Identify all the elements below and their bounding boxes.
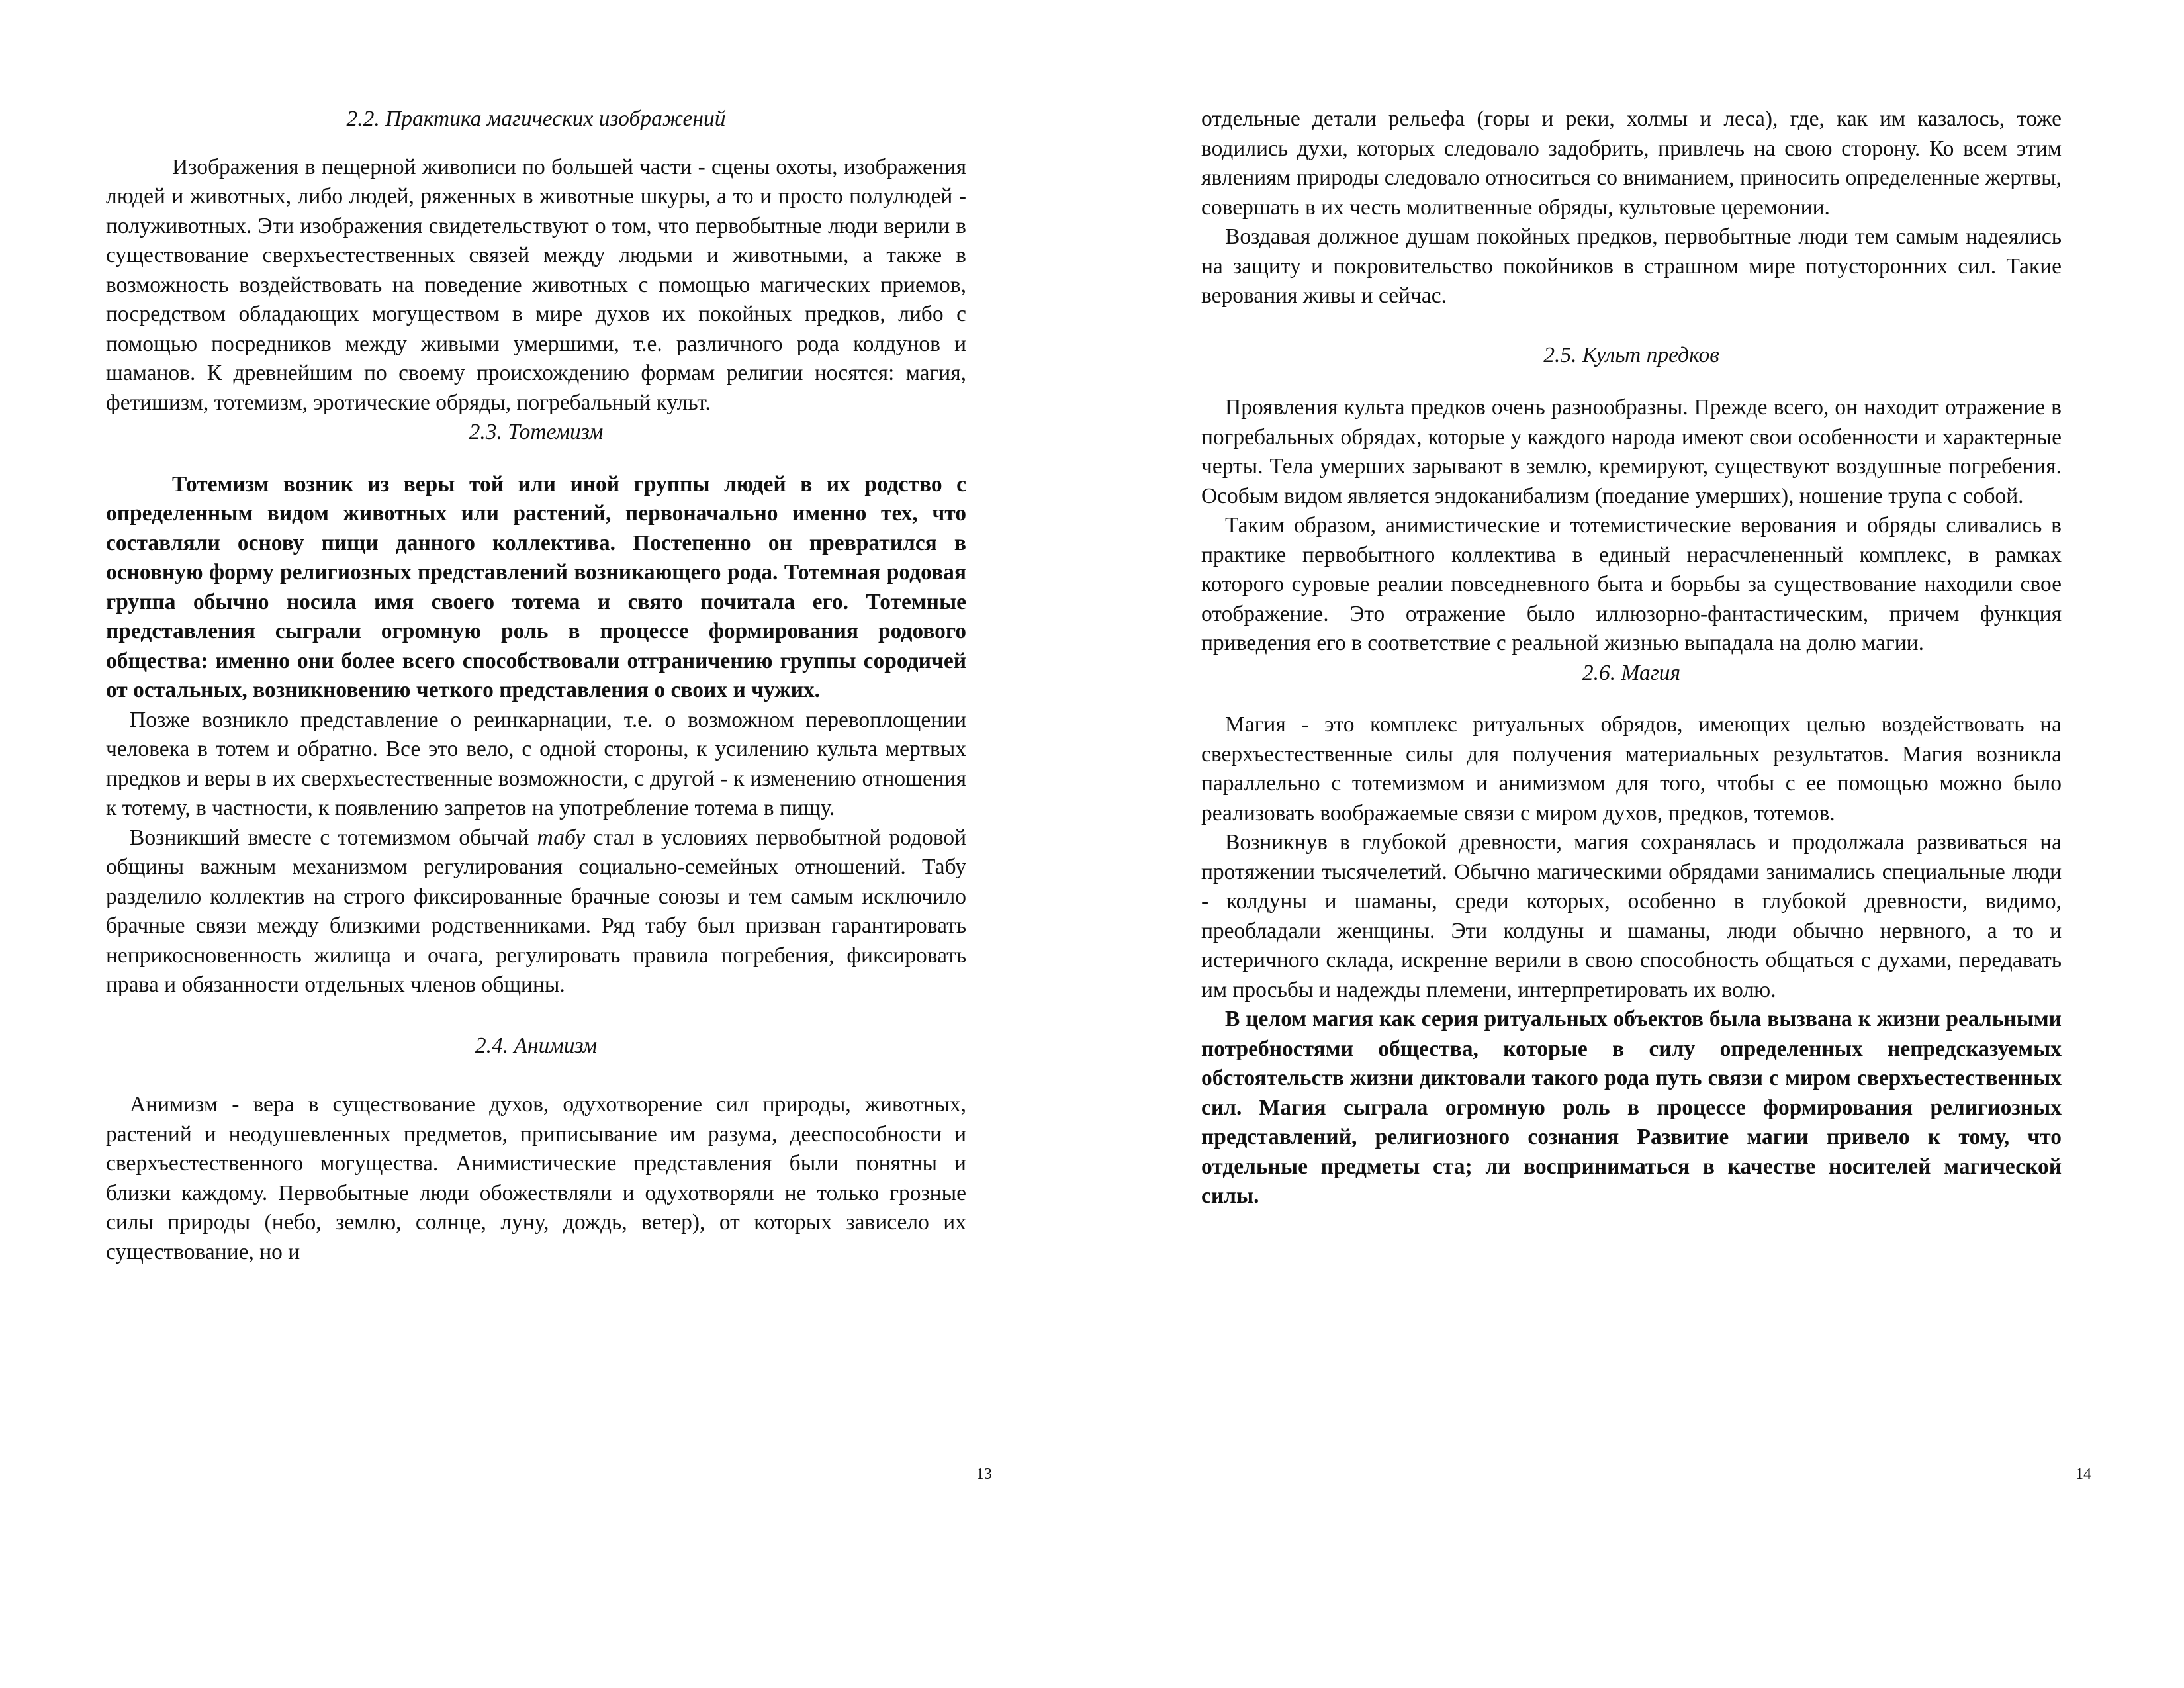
taboo-text-after: стал в условиях первобытной родовой общины важным механизмом регулирования социально-семейных отношений. Табу разделило коллектив на строго фиксированные брачные союзы и тем самым исключило брачные связи между близкими родственниками. Ряд табу был призван гарантировать неприкосновенность жилища и очага, регулировать правила погребения, фиксировать права и обязанности отдельных членов общины. xyxy=(106,825,966,997)
paragraph-taboo xyxy=(106,823,966,1000)
paragraph-animistic-complex: Таким образом, анимистические и тотемистические верования и обряды сливались в практике первобытного коллектива в единый нерасчлененный комплекс, в рамках которого суровые реалии повседневного быта и борьбы за существование находили свое отображение. Это отражение было иллюзорно-фантастическим, причем функция приведения его в соответствие с реальной жизнью выпадала на долю магии. xyxy=(1201,513,2062,655)
taboo-term: табу xyxy=(537,825,586,850)
paragraph-magic-development: Возникнув в глубокой древности, магия сохранялась и продолжала развиваться на протяжении тысячелетий. Обычно магическими обрядами занимались специальные люди - колдуны и шаманы, среди которых, особенно в глубокой древности, видимо, преобладали женщины. Эти колдуны и шаманы, люди обычно нервного, а то и истеричного склада, искренне верили в свою способность общаться с духами, передавать им просьбы и надежды племени, интерпретировать их волю. xyxy=(1201,830,2062,1002)
paragraph-magic-role: В целом магия как серия ритуальных объектов была вызвана к жизни реальными потребностями общества, которые в силу определенных непредсказуемых обстоятельств жизни диктовали такого рода путь связи с миром сверхъестественных сил. Магия сыграла огромную роль в процессе формирования религиозных представлений, религиозного сознания Развитие магии привело к тому, что отдельные предметы ста; ли восприниматься в качестве носителей магической силы. xyxy=(1201,1007,2062,1208)
section-heading-totemism: 2.3. Тотемизм xyxy=(469,420,604,444)
left-page-text-column xyxy=(106,105,966,1267)
page-number-right: 14 xyxy=(2075,1466,2091,1483)
paragraph-ancestor-souls: Воздавая должное душам покойных предков, первобытные люди тем самым надеялись на защиту и покровительство покойников в страшном мире потусторонних сил. Такие верования живы и сейчас. xyxy=(1201,224,2062,308)
paragraph-animism-continuation: отдельные детали рельефа (горы и реки, холмы и леса), где, как им казалось, тоже водились духи, которых следовало задобрить, привлечь на свою сторону. Ко всем этим явлениям природы следовало относиться со вниманием, приносить определенные жертвы, совершать в их честь молитвенные обряды, культовые церемонии. xyxy=(1201,107,2062,220)
section-heading-animism: 2.4. Анимизм xyxy=(475,1033,598,1058)
paragraph-magic-definition: Магия - это комплекс ритуальных обрядов, имеющих целью воздействовать на сверхъестественные силы для получения материальных результатов. Магия возникла параллельно с тотемизмом и анимизмом для того, чтобы с ее помощью можно было реализовать воображаемые связи с миром духов, предков, тотемов. xyxy=(1201,712,2062,825)
paragraph-totemism-definition: Тотемизм возник из веры той или иной группы людей в их родство с определенным видом животных или растений, первоначально именно тех, что составляли основу пищи данного коллектива. Постепенно он превратился в основную форму религиозных представлений возникающего рода. Тотемная родовая группа обычно носила имя своего тотема и свято почитала его. Тотемные представления сыграли огромную роль в процессе формирования родового общества: именно они более всего способствовали отграничению группы сородичей от остальных, возникновению четкого представления о своих и чужих. xyxy=(106,471,966,702)
section-heading-ancestor-cult: 2.5. Культ предков xyxy=(1543,342,1719,367)
right-page xyxy=(1092,0,2184,1688)
paragraph-animism-definition: Анимизм - вера в существование духов, одухотворение сил природы, животных, растений и неодушевленных предметов, приписывание им разума, дееспособности и сверхъестественного могущества. Анимистические представления были понятны и близки каждому. Первобытные люди обожествляли и одухотворяли не только грозные силы природы (небо, землю, солнце, луну, дождь, ветер), от которых зависело их существование, но и xyxy=(106,1092,966,1264)
paragraph-reincarnation: Позже возникло представление о реинкарнации, т.е. о возможном перевоплощении человека в тотем и обратно. Все это вело, с одной стороны, к усилению культа мертвых предков и веры в их сверхъестественные возможности, с другой - к изменению отношения к тотему, в частности, к появлению запретов на употребление тотема в пищу. xyxy=(106,707,966,820)
paragraph-ancestor-cult-manifestations: Проявления культа предков очень разнообразны. Прежде всего, он находит отражение в погребальных обрядах, которые у каждого народа имеют свои особенности и характерные черты. Тела умерших зарывают в землю, кремируют, существуют воздушные погребения. Особым видом является эндоканибализм (поедание умерших), ношение трупа с собой. xyxy=(1201,395,2062,508)
paragraph-cave-painting: Изображения в пещерной живописи по большей части - сцены охоты, изображения людей и животных, либо людей, ряженных в животные шкуры, а то и просто полулюдей - полуживотных. Эти изображения свидетельствуют о том, что первобытные люди верили в существование сверхъестественных связей между людьми и животными, а также в возможность воздействовать на поведение животных с помощью магических приемов, посредством обладающих могуществом в мире духов их покойных предков, либо с помощью посредников между живыми умершими, т.е. различного рода колдунов и шаманов. К древнейшим по своему происхождению формам религии носятся: магия, фетишизм, тотемизм, эротические обряды, погребальный культ. xyxy=(106,154,966,415)
section-heading-magic-images: 2.2. Практика магических изображений xyxy=(346,107,726,131)
right-page-text-column xyxy=(1201,105,2062,1211)
taboo-text-before: Возникший вместе с тотемизмом обычай xyxy=(130,825,537,850)
section-heading-magic: 2.6. Магия xyxy=(1582,660,1681,685)
page-number-left: 13 xyxy=(976,1466,992,1483)
